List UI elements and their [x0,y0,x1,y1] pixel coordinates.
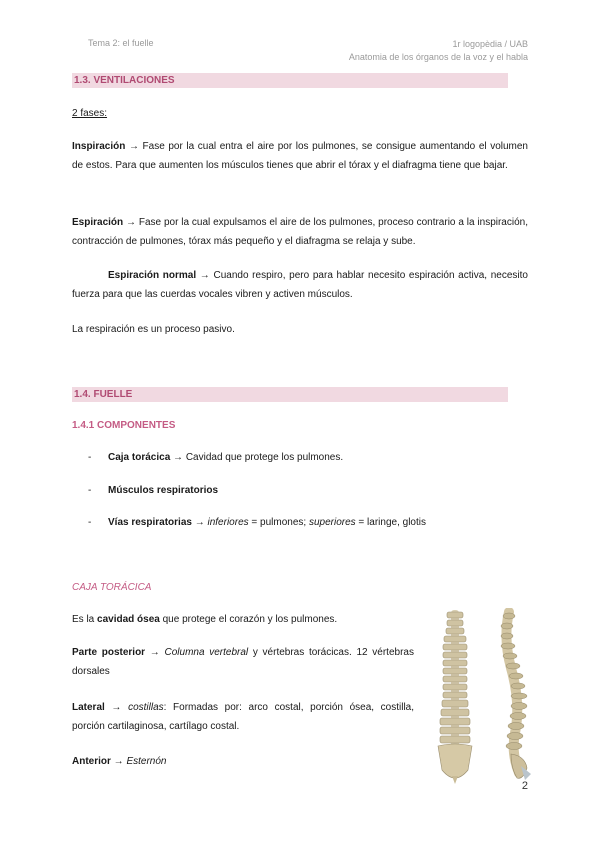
caja-def-pre: Es la [72,614,98,625]
page-number: 2 [521,780,528,792]
espiracion-term: Espiración [72,217,124,228]
posterior-arrow: → [145,647,165,658]
header-course-line1: 1r logopèdia / UAB [452,39,528,49]
vias-term: Vías respiratorias [108,517,192,528]
vias-inferiores: inferiores [207,517,249,528]
musculos-term: Músculos respiratorios [108,485,219,496]
subheading-caja-toracica: CAJA TORÁCICA [72,582,152,593]
caja-term: Caja torácica [108,452,171,463]
caja-definition [72,610,414,629]
posterior-text: y vértebras torácicas. 12 vértebras dorsales [72,647,414,677]
list-item-vias: - Vías respiratorias → inferiores = pulmones; superiores = laringe, glotis [88,517,426,528]
vias-end: = laringe, glotis [355,517,426,528]
inspiracion-paragraph [72,137,528,175]
header-topic: Tema 2: el fuelle [88,38,154,48]
section-heading-ventilaciones: 1.3. VENTILACIONES [72,73,508,88]
caja-text: → Cavidad que protege los pulmones. [170,452,344,463]
caja-def-term: cavidad ósea [97,614,160,625]
espiracion-normal-paragraph [72,266,528,304]
vias-mid: = pulmones; [248,517,309,528]
espiracion-paragraph [72,213,528,251]
espiracion-text: → Fase por la cual expulsamos el aire de los pulmones, proceso contrario a la inspiración, contracción de pulmones, tórax más pequeño y el diafragma se relaja y sube. [72,217,528,247]
vias-arrow: → [191,517,208,528]
spine-front-image [430,608,480,788]
caja-def-post: que protege el corazón y los pulmones. [159,614,338,625]
header-course-line2: Anatomia de los órganos de la voz y el habla [348,52,528,62]
header-course [349,38,528,64]
inspiracion-term: Inspiración [72,141,126,152]
lateral-text: : Formadas por: arco costal, porción ósea, costilla, porción cartilaginosa, cartílago costal. [72,702,415,732]
lateral-italic: costillas [128,702,164,713]
anterior-term: Anterior [72,756,111,767]
subheading-componentes: 1.4.1 COMPONENTES [72,420,176,431]
vias-superiores: superiores [308,517,356,528]
pasivo-paragraph: La respiración es un proceso pasivo. [72,324,235,335]
spine-side-image [495,608,540,788]
parte-posterior-paragraph [72,643,414,681]
section-heading-fuelle: 1.4. FUELLE [72,387,508,402]
espiracion-normal-term: Espiración normal [108,270,197,281]
list-item-musculos: - Músculos respiratorios [88,485,219,496]
anterior-arrow: → [110,756,127,767]
posterior-italic: Columna vertebral [164,647,249,658]
posterior-term: Parte posterior [72,647,146,658]
lateral-arrow: → [104,702,129,713]
lateral-paragraph [72,698,414,736]
lateral-term: Lateral [72,702,105,713]
list-item-caja: - Caja torácica → Cavidad que protege los pulmones. [88,452,344,463]
inspiracion-text: → Fase por la cual entra el aire por los pulmones, se consigue aumentando el volumen de estos. Para que aumenten los músculos tienes que abrir el tórax y el diafragma tiene que bajar. [72,141,528,171]
fases-text: 2 fases: [72,108,108,119]
fases-label [72,104,528,123]
espiracion-normal-text: → Cuando respiro, pero para hablar necesito espiración activa, necesito fuerza para que las cuerdas vocales vibren y activen músculos. [72,270,528,300]
anterior-italic: Esternón [126,756,167,767]
anterior-paragraph [72,752,414,771]
